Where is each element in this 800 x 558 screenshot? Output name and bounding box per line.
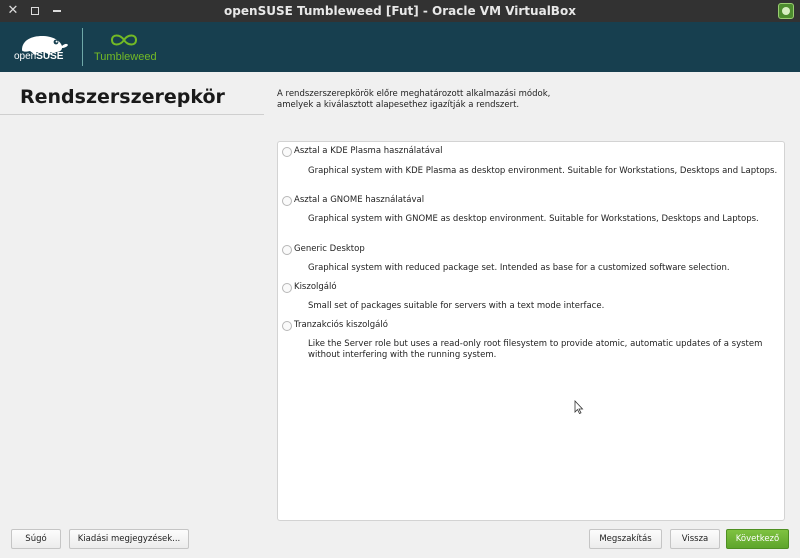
virtualbox-app-icon: [778, 3, 794, 19]
role-label-server[interactable]: Kiszolgáló: [294, 282, 337, 292]
role-description-server: Small set of packages suitable for servers with a text mode interface.: [308, 301, 605, 311]
role-description-transactional-server: Like the Server role but uses a read-only root filesystem to provide atomic, automatic updates of a system without interfering with the running system.: [308, 339, 763, 360]
back-button[interactable]: Vissza: [670, 529, 720, 549]
window-title: openSUSE Tumbleweed [Fut] - Oracle VM VirtualBox: [224, 4, 576, 18]
title-divider: [0, 114, 264, 115]
role-radio-kde[interactable]: [282, 147, 292, 157]
role-description-kde: Graphical system with KDE Plasma as desktop environment. Suitable for Workstations, Desktops and Laptops.: [308, 166, 778, 176]
role-description-generic-desktop: Graphical system with reduced package set. Intended as base for a customized software selection.: [308, 263, 730, 273]
next-button[interactable]: Következő: [726, 529, 789, 549]
intro-text: [277, 89, 577, 111]
mouse-pointer-icon: [574, 400, 584, 414]
role-radio-transactional-server[interactable]: [282, 321, 292, 331]
window-titlebar: [0, 0, 800, 22]
system-role-list: [277, 141, 785, 521]
role-radio-generic-desktop[interactable]: [282, 245, 292, 255]
release-notes-button[interactable]: Kiadási megjegyzések...: [69, 529, 189, 549]
intro-line-2: amelyek a kiválasztott alapesethez igazítják a rendszert.: [277, 100, 520, 110]
role-radio-gnome[interactable]: [282, 196, 292, 206]
role-label-gnome[interactable]: Asztal a GNOME használatával: [294, 195, 425, 205]
role-radio-server[interactable]: [282, 283, 292, 293]
abort-button[interactable]: Megszakítás: [589, 529, 662, 549]
installer-header: [0, 22, 800, 72]
role-label-kde[interactable]: Asztal a KDE Plasma használatával: [294, 146, 443, 156]
page-title: Rendszerszerepkör: [20, 86, 225, 108]
header-divider: [82, 28, 83, 66]
tumbleweed-wordmark: Tumbleweed: [94, 51, 157, 63]
tumbleweed-infinity-icon: [106, 31, 142, 49]
close-window-icon[interactable]: ✕: [7, 3, 19, 18]
help-button[interactable]: Súgó: [11, 529, 61, 549]
intro-line-1: A rendszerszerepkörök előre meghatározott alkalmazási módok,: [277, 89, 551, 99]
role-label-transactional-server[interactable]: Tranzakciós kiszolgáló: [294, 320, 388, 330]
role-description-gnome: Graphical system with GNOME as desktop environment. Suitable for Workstations, Desktops and Laptops.: [308, 214, 759, 224]
role-label-generic-desktop[interactable]: Generic Desktop: [294, 244, 365, 254]
opensuse-wordmark: openSUSE: [14, 51, 64, 62]
